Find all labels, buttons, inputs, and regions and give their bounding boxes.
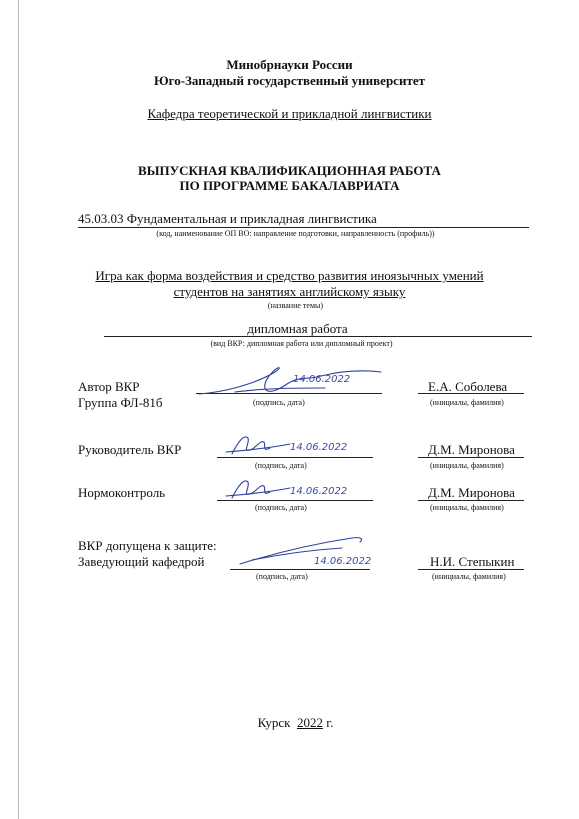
work-type: дипломная работа (247, 321, 348, 336)
direction-text: 45.03.03 Фундаментальная и прикладная лингвистика (78, 211, 377, 226)
year-suffix: г. (326, 715, 334, 730)
work-title-line2: ПО ПРОГРАММЕ БАКАЛАВРИАТА (179, 178, 400, 193)
author-label: Автор ВКР (78, 379, 140, 394)
supervisor-name: Д.М. Миронова (428, 442, 515, 457)
supervisor-sign-caption: (подпись, дата) (255, 461, 307, 470)
author-signature (195, 362, 385, 402)
topic-line2 (0, 284, 579, 300)
topic-line1-text: Игра как форма воздействия и средство развития иноязычных умений (95, 268, 484, 283)
group-label: Группа ФЛ-81б (78, 395, 163, 410)
author-sign-date: 14.06.2022 (293, 374, 351, 385)
normcontrol-signature (220, 472, 380, 506)
author-name-caption: (инициалы, фамилия) (430, 398, 504, 407)
head-name-caption: (инициалы, фамилия) (432, 572, 506, 581)
direction-caption: (код, наименование ОП ВО: направление подготовки, направленность (профиль)) (156, 229, 435, 238)
author-name: Е.А. Соболева (428, 379, 508, 394)
supervisor-label: Руководитель ВКР (78, 442, 182, 457)
work-type-caption: (вид ВКР: дипломная работа или дипломный проект) (210, 339, 393, 348)
head-signature (232, 534, 382, 570)
head-label: Заведующий кафедрой (78, 554, 205, 569)
admitted-label: ВКР допущена к защите: (78, 538, 217, 553)
head-sign-caption: (подпись, дата) (256, 572, 308, 581)
supervisor-signature (220, 428, 380, 462)
normcontrol-label: Нормоконтроль (78, 485, 166, 500)
head-sign-date: 14.06.2022 (314, 556, 372, 567)
department-name-text: Кафедра теоретической и прикладной лингвистики (147, 106, 432, 121)
work-title-line1: ВЫПУСКНАЯ КВАЛИФИКАЦИОННАЯ РАБОТА (138, 163, 441, 178)
topic-caption: (название темы) (267, 301, 324, 310)
topic-line1 (0, 268, 579, 284)
normcontrol-name: Д.М. Миронова (428, 485, 515, 500)
normcontrol-sign-date: 14.06.2022 (290, 486, 348, 497)
city-year (6, 715, 579, 731)
author-sign-caption: (подпись, дата) (253, 398, 305, 407)
city: Курск (257, 715, 291, 730)
supervisor-sign-date: 14.06.2022 (290, 442, 348, 453)
department-name (0, 106, 579, 122)
page-edge (18, 0, 19, 819)
author-name-line (418, 393, 524, 394)
direction-underline (78, 227, 529, 228)
supervisor-name-caption: (инициалы, фамилия) (430, 461, 504, 470)
work-type-underline (104, 336, 532, 337)
supervisor-name-line (418, 457, 524, 458)
normcontrol-name-caption: (инициалы, фамилия) (430, 503, 504, 512)
normcontrol-sign-caption: (подпись, дата) (255, 503, 307, 512)
year: 2022 (296, 715, 323, 730)
head-name-line (418, 569, 524, 570)
topic-line2-text: студентов на занятиях английскому языку (173, 284, 406, 299)
normcontrol-name-line (418, 500, 524, 501)
ministry-name: Минобрнауки России (226, 57, 353, 72)
head-name: Н.И. Степыкин (430, 554, 515, 569)
university-name: Юго-Западный государственный университет (154, 73, 425, 88)
